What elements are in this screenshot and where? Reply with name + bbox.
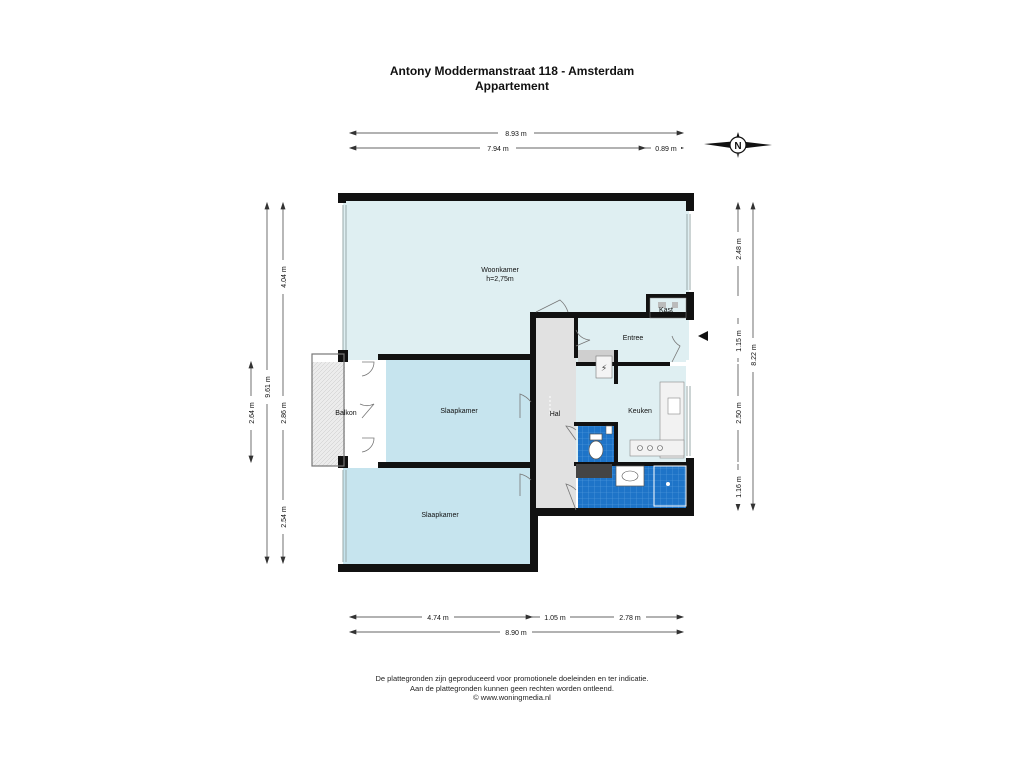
dim-right-3: 2.50 m xyxy=(736,402,743,424)
compass-letter: N xyxy=(734,141,742,152)
disclaimer-line-2: Aan de plattegronden kunnen geen rechten worden ontleend. xyxy=(410,683,614,693)
dim-left-top: 4.04 m xyxy=(281,266,288,288)
room-height-woonkamer: h=2,75m xyxy=(486,276,514,283)
compass-icon xyxy=(704,132,772,158)
dim-left-bottom: 2.54 m xyxy=(281,506,288,528)
woonkamer-lower-floor xyxy=(343,300,533,360)
plan-subtitle: Appartement xyxy=(474,79,549,93)
room-label-slaapkamer-1: Slaapkamer xyxy=(440,408,478,415)
dim-top-right: 0.89 m xyxy=(655,146,677,153)
dim-bottom-1: 4.74 m xyxy=(427,615,449,622)
plan-title: Antony Moddermanstraat 118 - Amsterdam xyxy=(389,64,635,78)
dim-bottom-total: 8.90 m xyxy=(505,630,527,637)
dim-top-total: 8.93 m xyxy=(505,131,527,138)
dim-left-outer-total: 9.61 m xyxy=(265,376,272,398)
room-label-kast: Kast xyxy=(658,307,674,314)
dim-left-mid: 2.86 m xyxy=(281,402,288,424)
room-label-entree: Entree xyxy=(622,335,644,342)
dim-bottom-2: 1.05 m xyxy=(544,615,566,622)
dim-left-balcony: 2.64 m xyxy=(249,402,256,424)
copyright-link[interactable]: © www.woningmedia.nl xyxy=(473,693,551,702)
disclaimer xyxy=(0,674,1024,703)
entrance-arrow-icon xyxy=(698,331,708,341)
dim-right-4: 1.16 m xyxy=(736,476,743,498)
dim-right-total: 8.22 m xyxy=(751,344,758,366)
room-label-balkon: Balkon xyxy=(335,410,357,417)
meterkast-icon: ⚡ xyxy=(600,364,608,374)
dim-top-left: 7.94 m xyxy=(487,146,509,153)
room-label-woonkamer: Woonkamer xyxy=(481,267,519,274)
room-label-hal: Hal xyxy=(549,411,561,418)
disclaimer-line-1: De plattegronden zijn geproduceerd voor promotionele doeleinden en ter indicatie. xyxy=(375,674,649,683)
room-label-keuken: Keuken xyxy=(628,408,652,415)
dim-bottom-3: 2.78 m xyxy=(619,615,641,622)
dim-right-2: 1.15 m xyxy=(736,330,743,352)
room-label-slaapkamer-2: Slaapkamer xyxy=(421,512,459,519)
dim-right-1: 2.48 m xyxy=(736,238,743,260)
